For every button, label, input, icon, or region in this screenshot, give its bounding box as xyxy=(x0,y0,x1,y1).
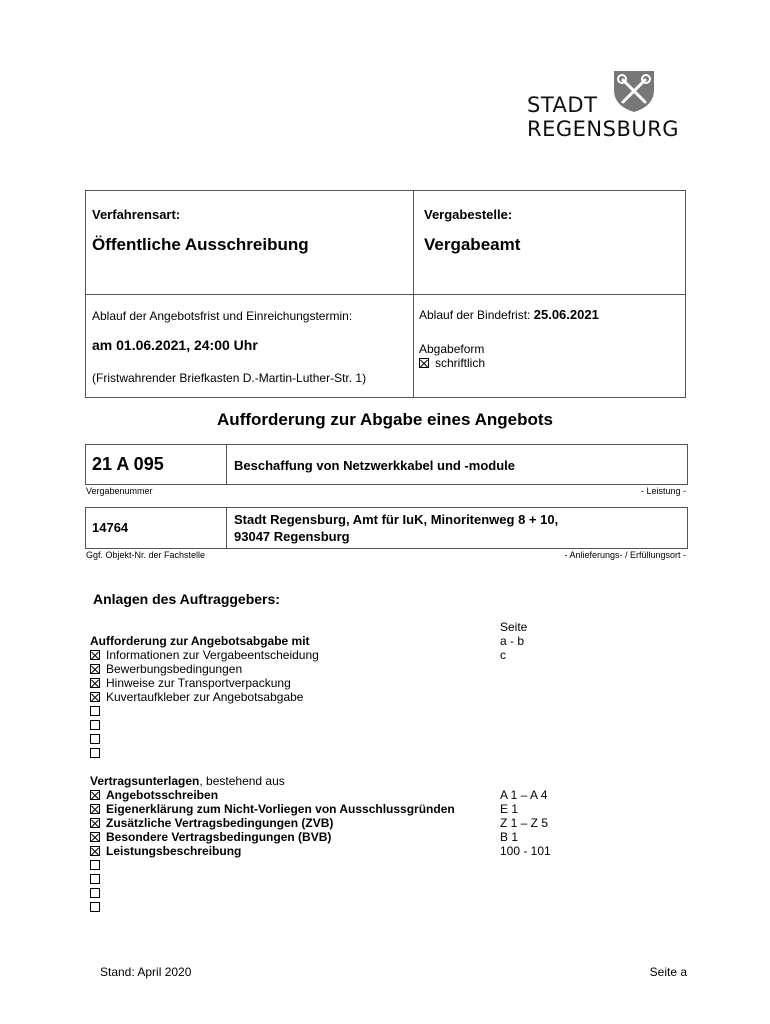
group1-item-label: Bewerbungsbedingungen xyxy=(106,662,243,676)
group2-title-bold: Vertragsunterlagen xyxy=(90,774,200,788)
checkbox[interactable] xyxy=(90,818,100,828)
group1-item xyxy=(90,690,303,704)
seite-label: Seite xyxy=(500,620,528,634)
group1-page: a - b xyxy=(500,634,525,648)
abgabeform-value: schriftlich xyxy=(435,356,486,370)
checkbox[interactable] xyxy=(90,888,100,898)
objekt-box xyxy=(85,507,688,549)
checkbox[interactable] xyxy=(90,902,100,912)
vergabenummer-caption: Vergabenummer xyxy=(86,486,153,496)
group1-item xyxy=(90,704,106,718)
coat-of-arms-icon xyxy=(609,68,659,114)
group1-item xyxy=(90,662,242,676)
group2-item xyxy=(90,858,106,872)
group1-item-label: Hinweise zur Transportverpackung xyxy=(106,676,291,690)
group1-item xyxy=(90,648,319,662)
group1-item-label: Informationen zur Vergabeentscheidung xyxy=(106,648,319,662)
group2-item xyxy=(90,830,331,844)
bindefrist xyxy=(419,307,599,322)
group2-item-label: Angebotsschreiben xyxy=(106,788,219,802)
abgabeform-checkbox[interactable] xyxy=(419,358,429,368)
erfuellungsort-line-1: Stadt Regensburg, Amt für IuK, Minoritenweg 8 + 10, xyxy=(234,512,559,527)
checkbox[interactable] xyxy=(90,664,100,674)
group2-item xyxy=(90,802,455,816)
objekt-divider xyxy=(226,508,227,548)
verfahrensart-label: Verfahrensart: xyxy=(92,207,181,222)
group2-item-page: A 1 – A 4 xyxy=(500,788,548,802)
leistung-caption: - Leistung - xyxy=(640,486,686,496)
group2-item-page: E 1 xyxy=(500,802,519,816)
objektnummer-caption: Ggf. Objekt-Nr. der Fachstelle xyxy=(86,550,206,560)
checkbox[interactable] xyxy=(90,678,100,688)
group1-item-page: c xyxy=(500,648,506,662)
group2-item-label: Zusätzliche Vertragsbedingungen (ZVB) xyxy=(106,816,334,830)
checkbox[interactable] xyxy=(90,692,100,702)
footer-page: Seite a xyxy=(649,965,687,979)
leistung-value: Beschaffung von Netzwerkkabel und -module xyxy=(234,458,515,473)
abgabeform-label: Abgabeform xyxy=(419,342,485,356)
erfuellungsort-line-2: 93047 Regensburg xyxy=(234,529,350,544)
group1-item xyxy=(90,676,291,690)
group2-item-page: B 1 xyxy=(500,830,519,844)
verfahrensart-value: Öffentliche Ausschreibung xyxy=(92,235,309,254)
group2-item-page: 100 - 101 xyxy=(500,844,551,858)
group2-title xyxy=(90,774,285,788)
checkbox[interactable] xyxy=(90,720,100,730)
group2-item-page: Z 1 – Z 5 xyxy=(500,816,549,830)
group2-item-label: Eigenerklärung zum Nicht-Vorliegen von Ausschlussgründen xyxy=(106,802,455,816)
checkbox[interactable] xyxy=(90,748,100,758)
group2-item xyxy=(90,886,106,900)
header-table xyxy=(85,190,686,398)
group1-item-label: Kuvertaufkleber zur Angebotsabgabe xyxy=(106,690,304,704)
vergabe-box xyxy=(85,444,688,485)
group1-item xyxy=(90,746,106,760)
footer-stand: Stand: April 2020 xyxy=(100,965,192,979)
group1-item xyxy=(90,732,106,746)
header-divider-v xyxy=(413,191,414,397)
group2-item xyxy=(90,844,241,858)
vergabestelle-label: Vergabestelle: xyxy=(424,207,513,222)
logo-line-1: STADT xyxy=(527,93,598,117)
checkbox[interactable] xyxy=(90,846,100,856)
frist-value: am 01.06.2021, 24:00 Uhr xyxy=(92,337,258,353)
vergabe-divider xyxy=(226,445,227,484)
abgabeform-option xyxy=(419,356,485,370)
frist-note: (Fristwahrender Briefkasten D.-Martin-Luther-Str. 1) xyxy=(92,371,367,385)
checkbox[interactable] xyxy=(90,874,100,884)
group2-item xyxy=(90,900,106,914)
group1-title: Aufforderung zur Angebotsabgabe mit xyxy=(90,634,310,648)
group2-item xyxy=(90,788,218,802)
group2-item-label: Leistungsbeschreibung xyxy=(106,844,242,858)
erfuellungsort-caption: - Anlieferungs- / Erfüllungsort - xyxy=(564,550,686,560)
group1-item xyxy=(90,718,106,732)
checkbox[interactable] xyxy=(90,734,100,744)
vergabestelle-value: Vergabeamt xyxy=(424,235,521,254)
bindefrist-value: 25.06.2021 xyxy=(533,307,599,322)
group2-item xyxy=(90,816,333,830)
checkbox[interactable] xyxy=(90,650,100,660)
logo-line-2: REGENSBURG xyxy=(527,117,680,141)
group2-title-rest: , bestehend aus xyxy=(199,774,285,788)
checkbox[interactable] xyxy=(90,804,100,814)
group2-item xyxy=(90,872,106,886)
page-title: Aufforderung zur Abgabe eines Angebots xyxy=(217,410,553,429)
header-divider-h xyxy=(86,294,685,295)
anlagen-heading: Anlagen des Auftraggebers: xyxy=(93,591,280,607)
checkbox[interactable] xyxy=(90,706,100,716)
bindefrist-label: Ablauf der Bindefrist: xyxy=(419,308,531,322)
logo xyxy=(527,68,687,140)
objektnummer-value: 14764 xyxy=(92,520,129,535)
frist-label: Ablauf der Angebotsfrist und Einreichungstermin: xyxy=(92,309,353,323)
checkbox[interactable] xyxy=(90,790,100,800)
checkbox[interactable] xyxy=(90,832,100,842)
checkbox[interactable] xyxy=(90,860,100,870)
group2-item-label: Besondere Vertragsbedingungen (BVB) xyxy=(106,830,332,844)
vergabenummer-value: 21 A 095 xyxy=(92,454,164,474)
